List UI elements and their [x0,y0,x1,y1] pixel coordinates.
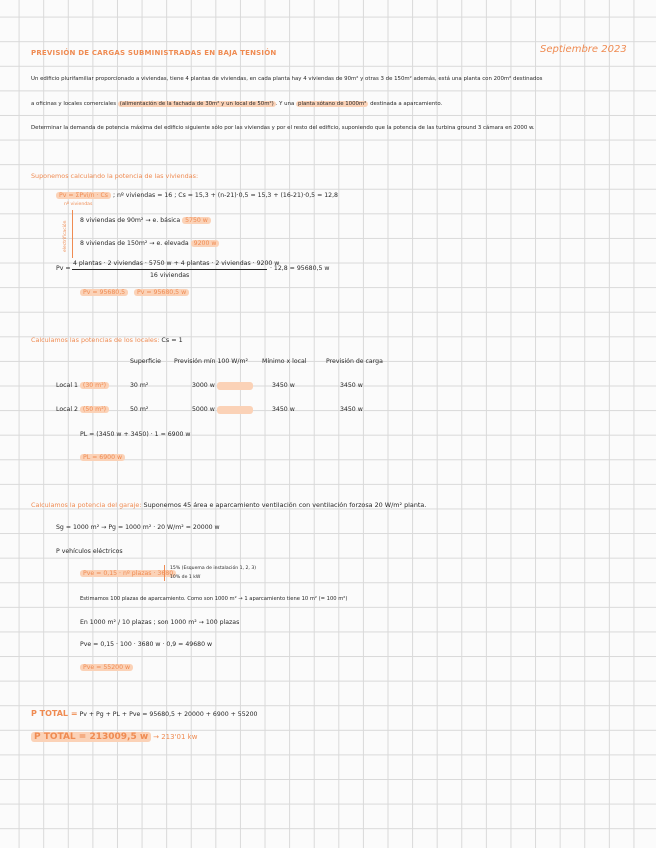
intro-text: destinada a aparcamiento. [370,101,443,107]
item-text: 8 viviendas de 90m² [80,217,144,224]
garaje-result: Pve = 55200 w [80,664,133,671]
section-heading-garaje: Calculamos la potencia del garaje: [31,501,142,509]
total-label-2: P TOTAL = 213009,5 w [31,732,151,742]
garaje-line-4: En 1000 m² / 10 plazas ; son 1000 m² → 100 plazas [80,619,240,626]
cell-carga: 3450 w [340,382,363,389]
intro-text: a oficinas y locales comerciales [31,101,117,107]
formula-subscript: nº viviendas [64,202,93,207]
pv-label: Pv = [56,265,71,272]
item-highlight: 5750 w [182,217,211,224]
pv-result-calc: · 12,8 = 95680,5 w [270,265,330,272]
locales-result: PL = 6900 w [80,454,125,461]
brace [72,210,73,258]
cell-sup: 50 m² [130,406,149,413]
pv-result-1: Pv = 95680,5 [80,289,128,296]
garaje-line-2: P vehículos eléctricos [56,548,123,555]
col-header-3: Mínimo x local [262,358,307,365]
locales-result-wrap [80,454,125,462]
locales-formula: PL = (3450 w + 3450) · 1 = 6900 w [80,431,191,438]
col-header-4: Previsión de carga [326,358,383,365]
intro-line-2 [31,100,442,108]
pv-denominator: 16 viviendas [150,272,190,279]
locales-cs: Cs = 1 [161,336,183,344]
item-text: → e. elevada [149,240,189,247]
cell-min: 3450 w [272,406,295,413]
total-row-2 [31,733,197,742]
intro-text: . Y una [275,101,295,107]
row-name: Local 2 [56,406,78,413]
viviendas-formula-row [56,192,338,200]
item-text: 8 viviendas de 150m² [80,240,148,247]
garaje-line-5: Pve = 0,15 · 100 · 3680 w · 0,9 = 49680 w [80,641,213,648]
cell-min: 3450 w [272,382,295,389]
total-formula: Pv + Pg + PL + Pve = 95680,5 + 20000 + 6900 + 55200 [79,711,258,718]
garaje-formula-wrap [80,570,176,578]
section-heading-locales: Calculamos las potencias de los locales: [31,336,160,344]
intro-highlight-sotano: planta sótano de 1000m² [298,101,367,107]
cs-calc: ; nº viviendas = 16 ; Cs = 15,3 + (n-21)·0,5 = 15,3 + (16-21)·0,5 = 12,8 [112,192,338,199]
section-heading-viviendas: Suponemos calculando la potencia de las viviendas: [31,172,199,180]
date: Septiembre 2023 [540,44,627,55]
row-note: (50 m²) [80,406,109,413]
item-text: → e. básica [145,217,181,224]
pv-results [80,289,189,297]
row-name: Local 1 [56,382,78,389]
vivienda-item-1 [80,217,211,225]
section-heading-garaje-row [31,501,426,509]
garaje-line-3: Estimamos 100 plazas de aparcamiento. Como son 1000 m² → 1 aparcamiento tiene 10 m² (= 100 m²) [80,596,348,602]
item-highlight: 9200 w [191,240,220,247]
table-row [56,382,109,390]
pv-result-2: Pv = 95680,5 w [134,289,189,296]
pv-numerator: 4 plantas · 2 viviendas · 5750 w + 4 plantas · 2 viviendas · 9200 w [73,260,280,267]
total-label-1: P TOTAL = [31,709,78,718]
garaje-result-wrap [80,664,133,672]
total-row-1 [31,710,257,719]
vivienda-item-2 [80,240,219,248]
garaje-formula: Pve = 0,15 · nº plazas · 3680 [80,570,176,577]
garaje-line-1: Sg = 1000 m² → Pg = 1000 m² · 20 W/m² = 20000 w [56,524,220,531]
cell-carga: 3450 w [340,406,363,413]
brace-label: electrificación [63,220,68,252]
intro-line-3: Determinar la demanda de potencia máxima del edificio siguiente sólo por las viviendas y por el resto del edificio, suponiendo que la potencia de las turbina ground 3 cámara en 2000 w. [31,125,535,131]
intro-highlight-local: (alimentación de la fachada de 30m² y un local de 50m²) [119,101,274,107]
page-title: PREVISIÓN DE CARGAS SUBMINISTRADAS EN BAJA TENSIÓN [31,49,277,57]
cell-prev [192,382,253,390]
col-header-2: Previsión mín 100 W/m² [174,358,248,365]
garaje-note-1: 15% (Esquema de instalación 1, 2, 3) [170,566,257,571]
fraction-line [72,269,267,270]
total-result: → 213'01 kw [153,733,198,741]
row-note: (30 m²) [80,382,109,389]
cell-prev-value: 5000 w [192,406,215,413]
cell-prev [192,406,253,414]
cell-sup: 30 m² [130,382,149,389]
brace [164,565,165,581]
garaje-desc: Suponemos 45 área e aparcamiento ventilación con ventilación forzosa 20 W/m² planta. [143,501,427,509]
intro-line-1: Un edificio plurifamiliar proporcionado a viviendas, tiene 4 plantas de viviendas, en cada planta hay 4 viviendas de 90m² y otras 3 de 150m² además, está una planta con 200m² destinados [31,76,543,82]
section-heading-locales-row [31,336,183,344]
cell-prev-value: 3000 w [192,382,215,389]
garaje-note-2: 10% de 1 kW [170,575,201,580]
viviendas-formula: Pv = ΣPvi/n · Cs [56,192,111,199]
col-header-1: Superficie [130,358,161,365]
table-row [56,406,109,414]
